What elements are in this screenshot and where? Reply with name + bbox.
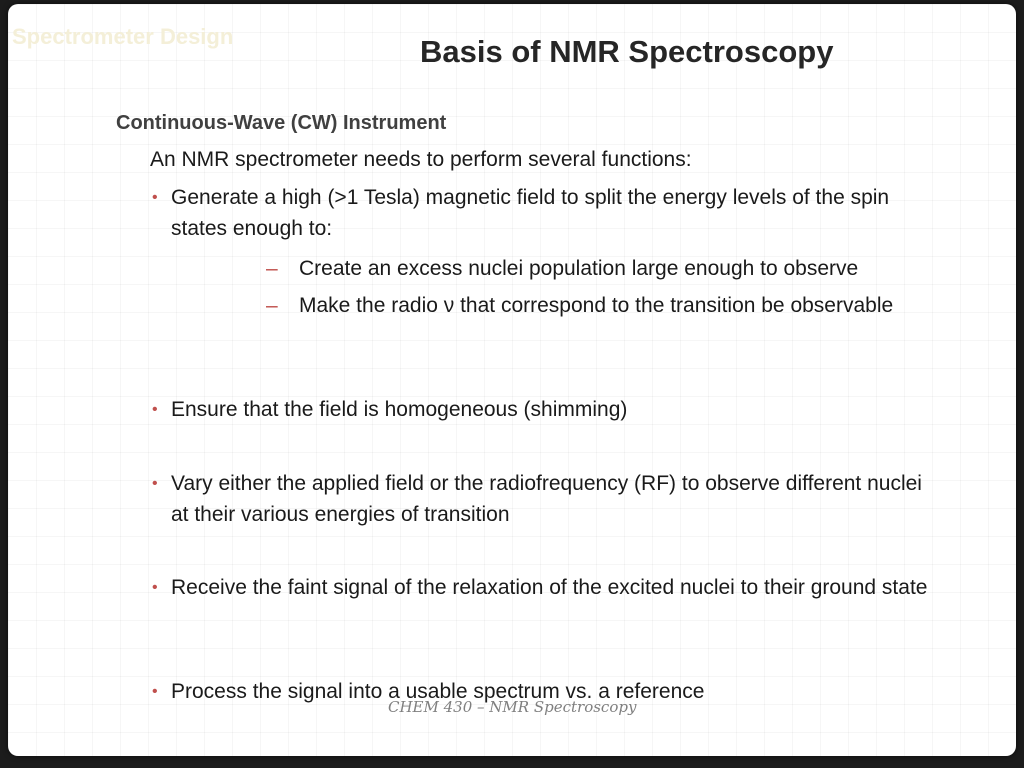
dash-marker: – bbox=[266, 294, 278, 317]
dash-marker: – bbox=[266, 257, 278, 280]
bullet-marker: • bbox=[152, 683, 158, 700]
bullet-item bbox=[152, 394, 942, 425]
bullet-marker: • bbox=[152, 475, 158, 492]
bullet-marker: • bbox=[152, 579, 158, 596]
bullet-item bbox=[152, 572, 942, 603]
slide-paper bbox=[8, 4, 1016, 756]
sub-bullet-text: Make the radio ν that correspond to the transition be observable bbox=[299, 294, 894, 317]
bullet-text: Generate a high (>1 Tesla) magnetic field to split the energy levels of the spin states enough to: bbox=[171, 186, 890, 240]
sub-bullet-item bbox=[258, 290, 938, 321]
page-title: Basis of NMR Spectroscopy bbox=[420, 34, 834, 69]
ghost-title: Spectrometer Design bbox=[12, 24, 234, 49]
bullet-item bbox=[152, 468, 942, 530]
bullet-marker: • bbox=[152, 401, 158, 418]
footer-text: CHEM 430 – NMR Spectroscopy bbox=[388, 698, 637, 716]
bullet-text: Vary either the applied field or the radiofrequency (RF) to observe different nuclei at their various energies of transition bbox=[171, 472, 922, 526]
bullet-item bbox=[152, 182, 942, 244]
intro-text: An NMR spectrometer needs to perform several functions: bbox=[150, 148, 692, 171]
bullet-text: Ensure that the field is homogeneous (shimming) bbox=[171, 398, 628, 421]
bullet-marker: • bbox=[152, 189, 158, 206]
bullet-text: Process the signal into a usable spectrum vs. a reference bbox=[171, 680, 705, 703]
bullet-text: Receive the faint signal of the relaxation of the excited nuclei to their ground state bbox=[171, 576, 928, 599]
sub-bullet-text: Create an excess nuclei population large enough to observe bbox=[299, 257, 859, 280]
sub-bullet-item bbox=[258, 253, 938, 284]
subheading: Continuous-Wave (CW) Instrument bbox=[116, 112, 447, 134]
